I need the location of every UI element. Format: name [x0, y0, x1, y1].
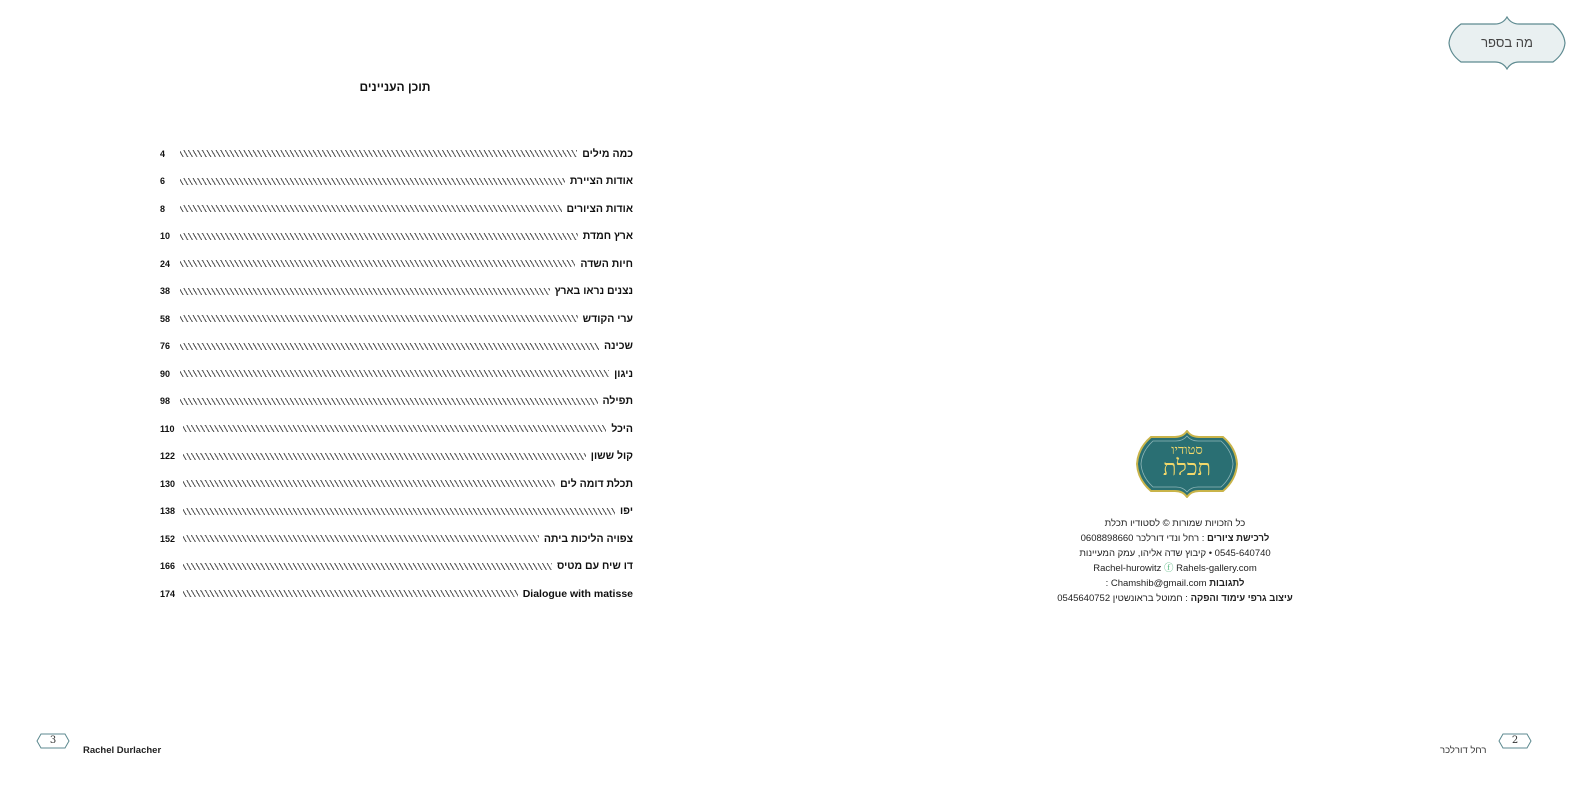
toc-leader: [183, 425, 607, 432]
purchase-value: : רחל ונדי דורלכר 0608898660: [1080, 533, 1205, 544]
toc-entry-title: ערי הקודש: [582, 312, 633, 325]
toc-entry[interactable]: [160, 443, 633, 471]
studio-logo-line2: תכלת: [1163, 456, 1211, 481]
toc-leader: [180, 150, 577, 157]
toc-leader: [180, 233, 578, 240]
toc-leader: [183, 563, 552, 570]
toc-entry-title: תכלת דומה לים: [560, 477, 633, 490]
toc-page-number: 8: [160, 203, 166, 214]
toc-leader: [183, 508, 615, 515]
web-line: [1040, 561, 1310, 576]
toc-entry-title: חיות השדה: [580, 257, 633, 270]
toc-entry[interactable]: [160, 305, 633, 333]
web-left: Rachel-hurowitz: [1093, 563, 1162, 574]
toc-leader: [180, 205, 562, 212]
toc-entry-title: נצנים נראו בארץ: [554, 285, 633, 298]
toc-page-number: 130: [160, 478, 176, 489]
toc-entry[interactable]: [160, 333, 633, 361]
toc-page-number: 4: [160, 148, 166, 159]
toc-list: [160, 140, 633, 608]
feedback-value: Chamshib@gmail.com :: [1105, 578, 1207, 589]
toc-entry[interactable]: [160, 553, 633, 581]
toc-entry[interactable]: [160, 250, 633, 278]
feedback-line: [1040, 576, 1310, 591]
toc-entry-title: דו שיח עם מטיס: [557, 560, 633, 573]
toc-page-number: 6: [160, 176, 166, 187]
toc-entry-title: אודות הציירת: [569, 175, 633, 188]
toc-leader: [183, 480, 555, 487]
toc-page-number: 152: [160, 533, 176, 544]
toc-entry-title: צפויה הליכות ביתה: [543, 532, 633, 545]
toc-entry[interactable]: [160, 388, 633, 416]
toc-leader: [180, 315, 578, 322]
toc-title: תוכן העניינים: [359, 80, 431, 94]
toc-page-number: 98: [160, 396, 171, 407]
toc-entry-title: יפו: [620, 505, 633, 518]
toc-entry-title: ניגון: [614, 367, 633, 380]
toc-page-number: 90: [160, 368, 171, 379]
toc-leader: [183, 590, 518, 597]
chapter-badge: [1447, 16, 1567, 70]
toc-leader: [180, 343, 599, 350]
feedback-label: לתגובות: [1209, 578, 1245, 589]
toc-entry-title: ארץ חמדת: [582, 230, 633, 243]
toc-entry-title: כמה מילים: [582, 147, 633, 160]
toc-page-number: 24: [160, 258, 171, 269]
toc-entry[interactable]: [160, 415, 633, 443]
toc-entry-title: היכל: [611, 422, 633, 435]
design-value: : חמוטל בראונשטין 0545640752: [1057, 593, 1188, 604]
left-footer-name: Rachel Durlacher: [83, 745, 162, 756]
toc-leader: [180, 398, 598, 405]
toc-page-number: 58: [160, 313, 171, 324]
toc-entry[interactable]: [160, 223, 633, 251]
toc-entry[interactable]: [160, 278, 633, 306]
toc-page-number: 110: [160, 423, 175, 434]
toc-page-number: 138: [160, 506, 176, 517]
toc-page-number: 38: [160, 286, 171, 297]
credits-block: [1040, 516, 1310, 606]
design-label: עיצוב גרפי עימוד והפקה: [1190, 593, 1293, 604]
web-right: Rahels-gallery.com: [1176, 563, 1257, 574]
toc-leader: [180, 370, 609, 377]
toc-entry-title: תפילה: [602, 395, 633, 408]
toc-leader: [180, 260, 575, 267]
left-page-number: 3: [49, 735, 57, 746]
toc-entry[interactable]: [160, 580, 633, 608]
toc-page-number: 166: [160, 561, 176, 572]
toc-entry[interactable]: [160, 140, 633, 168]
toc-leader: [183, 535, 539, 542]
toc-leader: [180, 178, 565, 185]
facebook-icon: ⓕ: [1164, 563, 1174, 574]
right-page-number-tab: [1498, 731, 1532, 751]
studio-logo-line1: סטודיו: [1171, 443, 1203, 458]
toc-entry[interactable]: [160, 470, 633, 498]
toc-page-number: 10: [160, 231, 171, 242]
toc-entry[interactable]: [160, 498, 633, 526]
chapter-badge-label: מה בספר: [1481, 35, 1533, 50]
toc-entry[interactable]: [160, 168, 633, 196]
toc-entry-title: אודות הציורים: [566, 202, 633, 215]
left-page-number-tab: [36, 731, 70, 751]
design-line: [1040, 591, 1310, 606]
right-page-number: 2: [1511, 735, 1519, 746]
toc-entry[interactable]: [160, 360, 633, 388]
toc-page-number: 122: [160, 451, 176, 462]
toc-leader: [180, 288, 550, 295]
toc-leader: [183, 453, 586, 460]
toc-entry-title: Dialogue with matisse: [522, 587, 633, 600]
toc-entry[interactable]: [160, 195, 633, 223]
purchase-label: לרכישת ציורים: [1207, 533, 1270, 544]
address-line: 0545-640740 • קיבוץ שדה אליהו, עמק המעיינות: [1079, 548, 1271, 559]
toc-entry[interactable]: [160, 525, 633, 553]
toc-entry-title: שכינה: [603, 340, 633, 353]
toc-entry-title: קול ששון: [590, 450, 633, 463]
right-footer-name: רחל דורלכר: [1440, 745, 1487, 756]
copyright-line: כל הזכויות שמורות © לסטודיו תכלת: [1104, 518, 1246, 529]
toc-page-number: 76: [160, 341, 171, 352]
purchase-line: [1040, 531, 1310, 546]
toc-page-number: 174: [160, 588, 176, 599]
studio-logo: [1135, 430, 1239, 498]
